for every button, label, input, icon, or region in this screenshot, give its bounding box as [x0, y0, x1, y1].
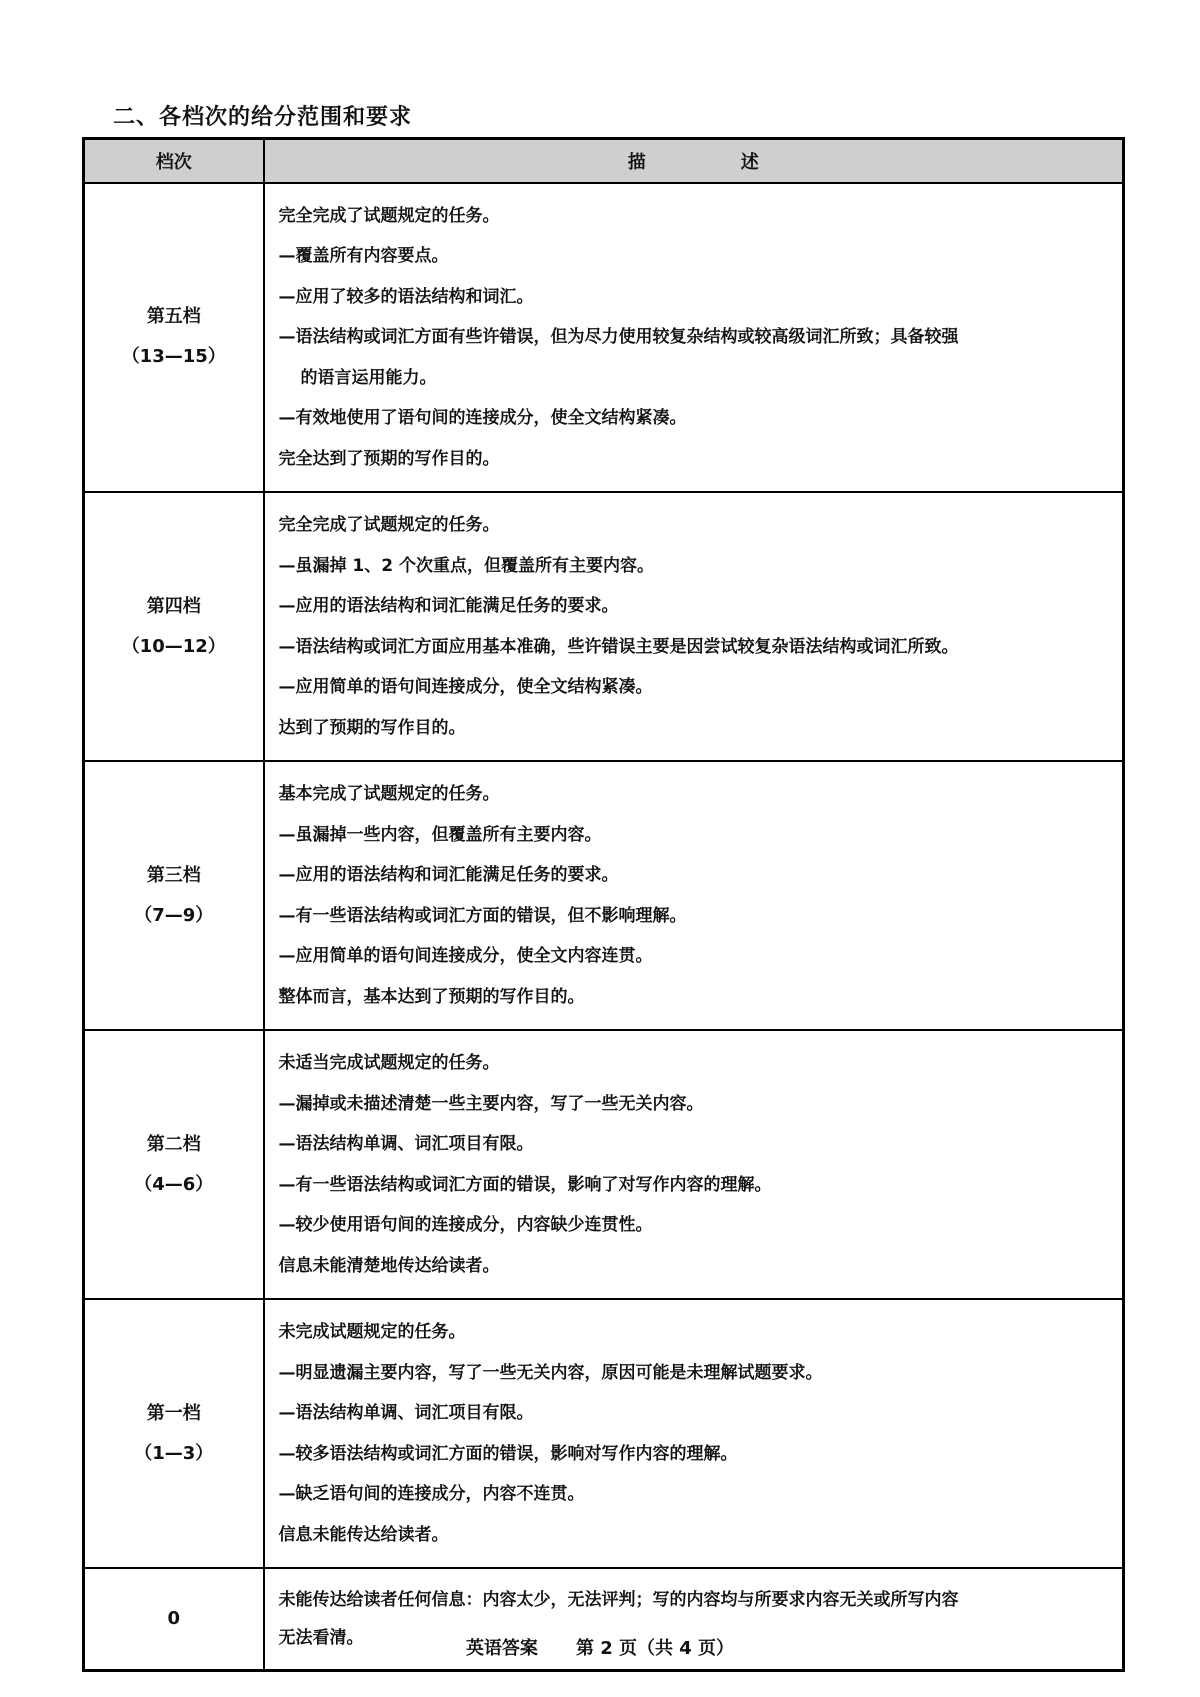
description-line: 无法看清。: [278, 1628, 364, 1648]
page-footer: [0, 1634, 1200, 1660]
description-line: —明显遗漏主要内容，写了一些无关内容，原因可能是未理解试题要求。: [278, 1362, 823, 1383]
description-line: —缺乏语句间的连接成分，内容不连贯。: [278, 1484, 585, 1504]
level-cell: [84, 761, 264, 1030]
level-name: 第二档: [146, 1133, 201, 1155]
description-line: 完全完成了试题规定的任务。: [278, 205, 500, 226]
description-line: —较少使用语句间的连接成分，内容缺少连贯性。: [278, 1215, 653, 1235]
level-range: （4—6）: [134, 1173, 214, 1195]
table-row: [84, 1030, 1124, 1299]
level-cell: [84, 1299, 264, 1568]
description-line: —较多语法结构或词汇方面的错误，影响对写作内容的理解。: [278, 1443, 738, 1464]
level-name: 第三档: [146, 864, 201, 886]
description-line: —应用的语法结构和词汇能满足任务的要求。: [278, 865, 619, 885]
description-line: 未能传达给读者任何信息：内容太少，无法评判；写的内容均与所要求内容无关或所写内容: [278, 1590, 959, 1610]
table-header-row: [84, 139, 1124, 183]
description-line: —有一些语法结构或词汇方面的错误，但不影响理解。: [278, 905, 687, 926]
level-name: 第五档: [146, 306, 201, 328]
description-line: [279, 358, 1111, 399]
level-name: 第一档: [146, 1402, 201, 1424]
table-row: [84, 492, 1124, 761]
description-line: 基本完成了试题规定的任务。: [278, 784, 500, 804]
description-line: —语法结构单调、词汇项目有限。: [278, 1134, 534, 1154]
description-cell: [264, 1030, 1124, 1299]
level-range: （10—12）: [121, 635, 226, 657]
description-cell: [264, 492, 1124, 761]
description-line: —应用的语法结构和词汇能满足任务的要求。: [278, 596, 619, 616]
level-range: （13—15）: [121, 346, 226, 368]
description-line: —有一些语法结构或词汇方面的错误，影响了对写作内容的理解。: [278, 1174, 772, 1195]
description-line: 未完成试题规定的任务。: [278, 1322, 466, 1342]
description-line: —语法结构或词汇方面有些许错误，但为尽力使用较复杂结构或较高级词汇所致；具备较强: [278, 327, 959, 347]
description-line: 达到了预期的写作目的。: [278, 717, 466, 738]
description-line: 信息未能清楚地传达给读者。: [278, 1255, 500, 1276]
description-line: —有效地使用了语句间的连接成分，使全文结构紧凑。: [278, 408, 687, 428]
footer-page-number: 第 2 页（共 4 页）: [575, 1638, 735, 1659]
description-line: —应用简单的语句间连接成分，使全文内容连贯。: [278, 946, 653, 966]
header-description: 描述: [264, 139, 1124, 183]
description-line: 整体而言，基本达到了预期的写作目的。: [278, 986, 585, 1007]
table-row: [84, 183, 1124, 493]
description-line: —应用了较多的语法结构和词汇。: [278, 286, 534, 307]
description-line: —虽漏掉 1、2 个次重点，但覆盖所有主要内容。: [278, 555, 654, 576]
level-cell: [84, 492, 264, 761]
level-cell: [84, 1030, 264, 1299]
description-line: —语法结构或词汇方面应用基本准确，些许错误主要是因尝试较复杂语法结构或词汇所致。: [278, 636, 959, 657]
description-cell: [264, 761, 1124, 1030]
description-line: —应用简单的语句间连接成分，使全文结构紧凑。: [278, 677, 653, 697]
description-line: —虽漏掉一些内容，但覆盖所有主要内容。: [278, 824, 602, 845]
grading-table: [82, 137, 1125, 1672]
level-name: 第四档: [146, 595, 201, 617]
description-line: —覆盖所有内容要点。: [278, 246, 449, 266]
description-line: 未适当完成试题规定的任务。: [278, 1053, 500, 1073]
description-cell: [264, 183, 1124, 493]
level-cell: [84, 183, 264, 493]
level-range: （7—9）: [134, 904, 214, 926]
description-line: 完全达到了预期的写作目的。: [278, 448, 500, 469]
table-row: [84, 761, 1124, 1030]
table-row: [84, 1299, 1124, 1568]
level-range: （1—3）: [134, 1442, 214, 1464]
description-cell: [264, 1299, 1124, 1568]
description-line: 完全完成了试题规定的任务。: [278, 515, 500, 535]
description-line-continuation: 的语言运用能力。: [300, 367, 437, 388]
description-line: 信息未能传达给读者。: [278, 1524, 449, 1545]
level-name: 0: [167, 1608, 181, 1629]
footer-subject: 英语答案: [465, 1638, 538, 1659]
section-title: 二、各档次的给分范围和要求: [113, 105, 413, 130]
description-line: —语法结构单调、词汇项目有限。: [278, 1403, 534, 1423]
description-line: —漏掉或未描述清楚一些主要内容，写了一些无关内容。: [278, 1093, 704, 1114]
header-level: 档次: [84, 139, 264, 183]
